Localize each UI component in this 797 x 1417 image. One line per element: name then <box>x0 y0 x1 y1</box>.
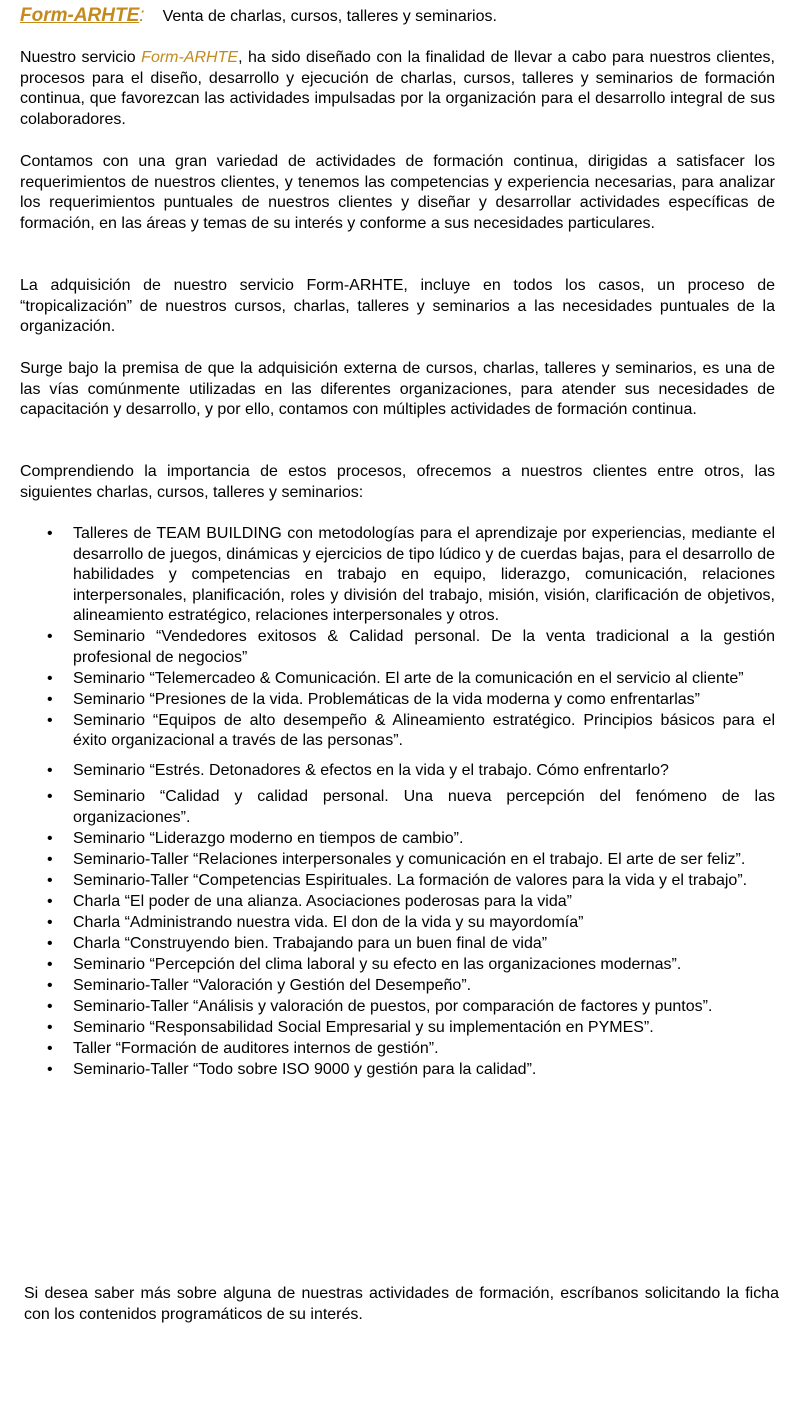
intro-brand: Form-ARHTE <box>141 49 239 66</box>
list-item-text: Charla “Construyendo bien. Trabajando para un buen final de vida” <box>73 934 548 952</box>
brand-colon: : <box>139 5 145 26</box>
bullet-icon: • <box>47 1060 53 1078</box>
brand-title: Form-ARHTE <box>20 5 140 26</box>
list-item-text: Seminario-Taller “Valoración y Gestión del Desempeño”. <box>73 976 472 994</box>
list-item <box>20 976 775 997</box>
paragraph-premise: Surge bajo la premisa de que la adquisición externa de cursos, charlas, talleres y seminarios, es una de las vías comúnmente utilizadas en las diferentes organizaciones, para atender sus necesidades de capacitación y desarrollo, y por ello, contamos con múltiples actividades de formación continua. <box>20 360 775 418</box>
list-item <box>20 955 775 976</box>
list-item <box>20 829 775 850</box>
bullet-icon: • <box>47 628 53 645</box>
list-item <box>20 1018 775 1039</box>
list-item-text: Charla “Administrando nuestra vida. El don de la vida y su mayordomía” <box>73 913 584 931</box>
list-item <box>20 787 775 828</box>
bullet-icon: • <box>47 976 53 994</box>
bullet-icon: • <box>47 913 53 931</box>
list-item-text: Seminario-Taller “Competencias Espirituales. La formación de valores para la vida y el trabajo”. <box>73 871 748 889</box>
list-item <box>20 871 775 892</box>
list-item <box>20 711 775 752</box>
list-item <box>20 761 775 782</box>
list-item-text: Seminario “Presiones de la vida. Problemáticas de la vida moderna y como enfrentarlas” <box>73 690 700 708</box>
intro-before: Nuestro servicio <box>20 49 142 66</box>
paragraph-tropicalization: La adquisición de nuestro servicio Form-ARHTE, incluye en todos los casos, un proceso de “tropicalización” de nuestros cursos, charlas, talleres y seminarios a las necesidades puntuales de la organización. <box>20 277 775 335</box>
bullet-icon: • <box>47 1018 53 1036</box>
activities-list <box>20 524 775 1081</box>
list-item-text: Seminario “Calidad y calidad personal. Una nueva percepción del fenómeno de las organizaciones”. <box>73 788 775 826</box>
paragraph-offer: Contamos con una gran variedad de actividades de formación continua, dirigidas a satisfacer los requerimientos de nuestros clientes, y tenemos las competencias y experiencia necesarias, para analizar los requerimientos puntuales de nuestros clientes y diseñar y desarrollar actividades específicas de formación, en las áreas y temas de su interés y conforme a sus necesidades particulares. <box>20 153 775 232</box>
list-item-text: Seminario “Liderazgo moderno en tiempos de cambio”. <box>73 829 464 847</box>
list-item-text: Seminario-Taller “Análisis y valoración de puestos, por comparación de factores y puntos”. <box>73 997 713 1015</box>
bullet-icon: • <box>47 871 53 889</box>
list-item-text: Seminario “Responsabilidad Social Empresarial y su implementación en PYMES”. <box>73 1018 654 1036</box>
list-item-text: Seminario “Vendedores exitosos & Calidad personal. De la venta tradicional a la gestión profesional de negocios” <box>73 628 775 666</box>
bullet-icon: • <box>47 955 53 973</box>
list-item <box>20 524 775 627</box>
list-item-text: Taller “Formación de auditores internos de gestión”. <box>73 1039 439 1057</box>
contact-footer: Si desea saber más sobre alguna de nuestras actividades de formación, escríbanos solicitando la ficha con los contenidos programáticos de su interés. <box>24 1285 779 1323</box>
list-item-text: Charla “El poder de una alianza. Asociaciones poderosas para la vida” <box>73 892 572 910</box>
list-item <box>20 892 775 913</box>
list-item-text: Seminario “Equipos de alto desempeño & Alineamiento estratégico. Principios básicos para el éxito organizacional a través de las personas”. <box>73 711 775 749</box>
bullet-icon: • <box>47 829 53 847</box>
bullet-icon: • <box>47 525 53 542</box>
list-item <box>20 1039 775 1060</box>
bullet-icon: • <box>47 850 53 868</box>
list-item <box>20 627 775 668</box>
bullet-icon: • <box>47 761 53 779</box>
bullet-icon: • <box>47 1039 53 1057</box>
list-item-text: Seminario “Percepción del clima laboral y su efecto en las organizaciones modernas”. <box>73 955 682 973</box>
bullet-icon: • <box>47 690 53 708</box>
list-item-text: Seminario-Taller “Todo sobre ISO 9000 y gestión para la calidad”. <box>73 1060 537 1078</box>
list-item <box>20 850 775 871</box>
bullet-icon: • <box>47 997 53 1015</box>
list-item-text: Seminario “Telemercadeo & Comunicación. El arte de la comunicación en el servicio al cliente” <box>73 669 744 687</box>
intro-after: , ha sido diseñado con la finalidad de llevar a cabo para nuestros clientes, procesos para el diseño, desarrollo y ejecución de charlas, cursos, talleres y seminarios de formación continua, que favorezcan las actividades impulsadas por la organización para el desarrollo integral de sus colaboradores. <box>20 49 776 128</box>
list-item-text: Seminario-Taller “Relaciones interpersonales y comunicación en el trabajo. El arte de ser feliz”. <box>73 850 746 868</box>
list-item-text: Seminario “Estrés. Detonadores & efectos en la vida y el trabajo. Cómo enfrentarlo? <box>73 761 669 779</box>
list-item <box>20 1060 775 1081</box>
list-item <box>20 690 775 711</box>
bullet-icon: • <box>47 711 53 729</box>
list-item <box>20 997 775 1018</box>
list-item <box>20 913 775 934</box>
list-item <box>20 669 775 690</box>
bullet-icon: • <box>47 788 53 805</box>
list-item <box>20 934 775 955</box>
paragraph-lead-in: Comprendiendo la importancia de estos procesos, ofrecemos a nuestros clientes entre otros, las siguientes charlas, cursos, talleres y seminarios: <box>20 463 775 501</box>
header-tagline: Venta de charlas, cursos, talleres y seminarios. <box>162 8 497 25</box>
intro-paragraph <box>20 48 775 130</box>
list-item-text: Talleres de TEAM BUILDING con metodologías para el aprendizaje por experiencias, mediante el desarrollo de juegos, dinámicas y ejercicios de tipo lúdico y de cuerdas bajas, para el desarrollo de habilidades y competencias en trabajo en equipo, liderazgo, comunicación, relaciones interpersonales, planificación, roles y división del trabajo, misión, visión, clarificación de objetivos, alineamiento estratégico, relaciones interpersonales y otros. <box>73 525 775 624</box>
bullet-icon: • <box>47 934 53 952</box>
bullet-icon: • <box>47 669 53 687</box>
page-header <box>20 6 780 28</box>
bullet-icon: • <box>47 892 53 910</box>
